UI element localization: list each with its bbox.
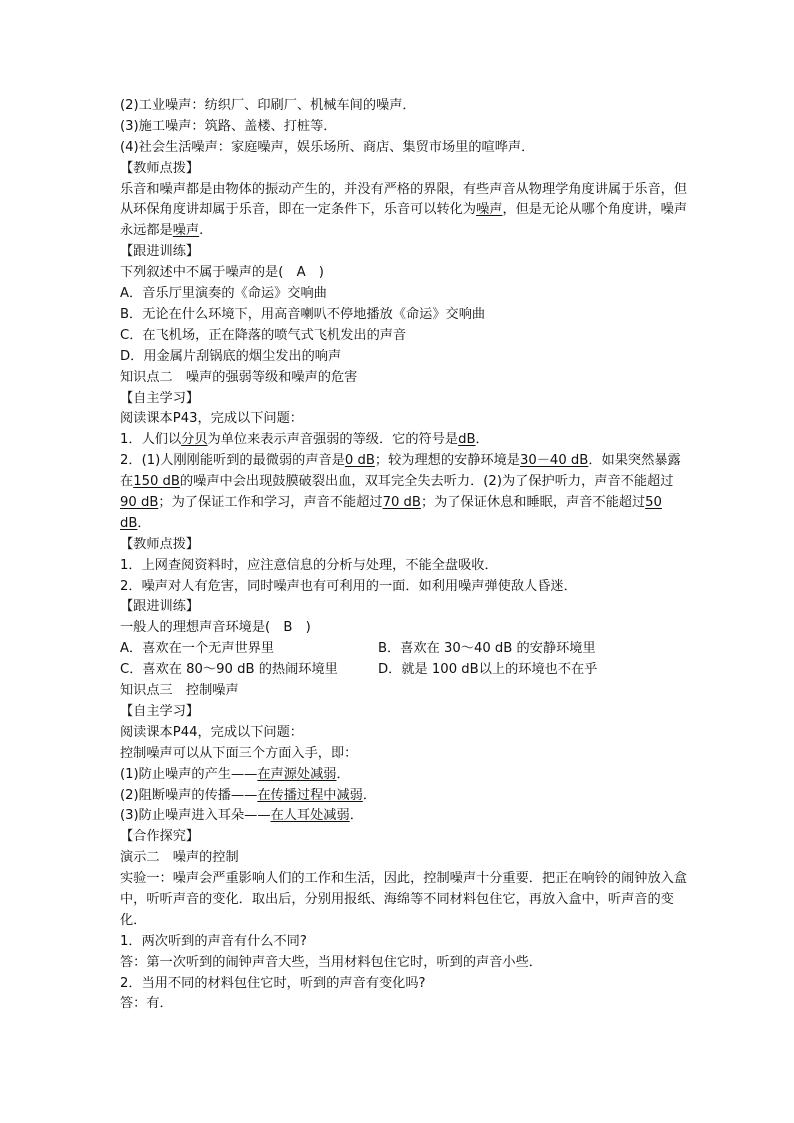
teacher-tip-heading: 【教师点拨】 [120,536,200,552]
option-b: B．喜欢在 30～40 dB 的安静环境里 [378,641,596,657]
answer-blank: 150 dB [133,474,180,490]
noise-type-construction: (3)施工噪声：筑路、盖楼、打桩等． [120,118,337,134]
noise-type-social: (4)社会生活噪声：家庭噪声，娱乐场所、商店、集贸市场里的喧哗声． [120,139,535,155]
practice-question: 下列叙述中不属于噪声的是( A ) [120,265,324,281]
answer-blank: 50 dB [120,495,662,531]
option-d: D．就是 100 dB以上的环境也不在乎 [378,662,598,678]
reading-intro: 阅读课本P43，完成以下问题： [120,411,303,427]
option-c: C．喜欢在 80～90 dB 的热闹环境里 [120,662,338,678]
option-b: B．无论在什么环境下，用高音喇叭不停地播放《命运》交响曲 [120,306,486,322]
answer-term: 噪声 [172,223,200,239]
practice-question: 一般人的理想声音环境是( B ) [120,620,311,636]
control-item: (2)阻断噪声的传播——在传播过程中减弱． [120,787,377,803]
control-lead: 控制噪声可以从下面三个方面入手，即： [120,745,358,761]
answer-blank: 在人耳处减弱 [270,808,350,824]
option-a: A．音乐厅里演奏的《命运》交响曲 [120,286,327,302]
qa-line: 1．两次听到的声音有什么不同? [120,933,307,949]
practice-heading: 【跟进训练】 [120,244,200,260]
answer-blank: 分贝 [181,432,208,448]
noise-type-industrial: (2)工业噪声：纺织厂、印刷厂、机械车间的噪声． [120,98,416,113]
answer-term: 噪声 [476,202,503,218]
question-2: 2．(1)人刚刚能听到的最微弱的声音是0 dB；较为理想的安静环境是30－40 dB．如果突然暴露在150 dB的噪声中会出现鼓膜破裂出血，双耳完全失去听力．(2)为了保护听力，声音不能超过90 dB；为了保证工作和学习，声音不能超过70 dB；为了保证休息和睡眠，声音不能超过50 dB． [120,453,681,531]
question-1: 1．人们以分贝为单位来表示声音强弱的等级．它的符号是dB． [120,432,489,448]
tip-item: 1．上网查阅资料时，应注意信息的分析与处理，不能全盘吸收． [120,557,498,573]
control-item: (1)防止噪声的产生——在声源处减弱． [120,766,350,782]
demo-title: 演示二 噪声的控制 [120,850,239,866]
experiment-text: 实验一：噪声会严重影响人们的工作和生活，因此，控制噪声十分重要．把正在响铃的闹钟放入盒中，听听声音的变化．取出后，分别用报纸、海绵等不同材料包住它，再放入盒中，听声音的变化． [120,871,688,928]
qa-line: 2．当用不同的材料包住它时，听到的声音有变化吗? [120,975,426,991]
option-a: A．喜欢在一个无声世界里 [120,641,275,657]
control-item: (3)防止噪声进入耳朵——在人耳处减弱． [120,808,363,824]
section-title: 知识点二 噪声的强弱等级和噪声的危害 [120,369,358,385]
qa-line: 答：有． [120,996,173,1012]
section-title: 知识点三 控制噪声 [120,683,239,699]
teacher-tip-heading: 【教师点拨】 [120,160,200,176]
answer-blank: 在传播过程中减弱 [257,787,363,803]
answer-blank: dB [458,432,476,448]
answer-blank: 90 dB [120,495,159,510]
teacher-tip-paragraph: 乐音和噪声都是由物体的振动产生的，并没有严格的界限，有些声音从物理学角度讲属于乐音，但从环保角度讲却属于乐音，即在一定条件下，乐音可以转化为噪声，但是无论从哪个角度讲，噪声永远都是噪声. [120,181,688,239]
option-c: C．在飞机场，正在降落的喷气式飞机发出的声音 [120,327,407,343]
tip-item: 2．噪声对人有危害，同时噪声也有可利用的一面．如利用噪声弹使敌人昏迷． [120,578,577,594]
answer-blank: 30－40 dB [519,453,589,469]
answer-blank: 70 dB [382,495,421,510]
answer-blank: 0 dB [344,453,375,469]
reading-intro: 阅读课本P44，完成以下问题： [120,724,303,740]
document-page [120,96,690,1015]
practice-heading: 【跟进训练】 [120,599,200,615]
cooperation-heading: 【合作探究】 [120,829,200,845]
option-d: D．用金属片刮锅底的烟尘发出的响声 [120,348,342,364]
qa-line: 答：第一次听到的闹钟声音大些，当用材料包住它时，听到的声音小些． [120,954,542,970]
self-study-heading: 【自主学习】 [120,703,200,719]
self-study-heading: 【自主学习】 [120,390,200,406]
option-row [120,660,690,681]
option-row [120,639,690,660]
answer-blank: 在声源处减弱 [257,766,337,782]
